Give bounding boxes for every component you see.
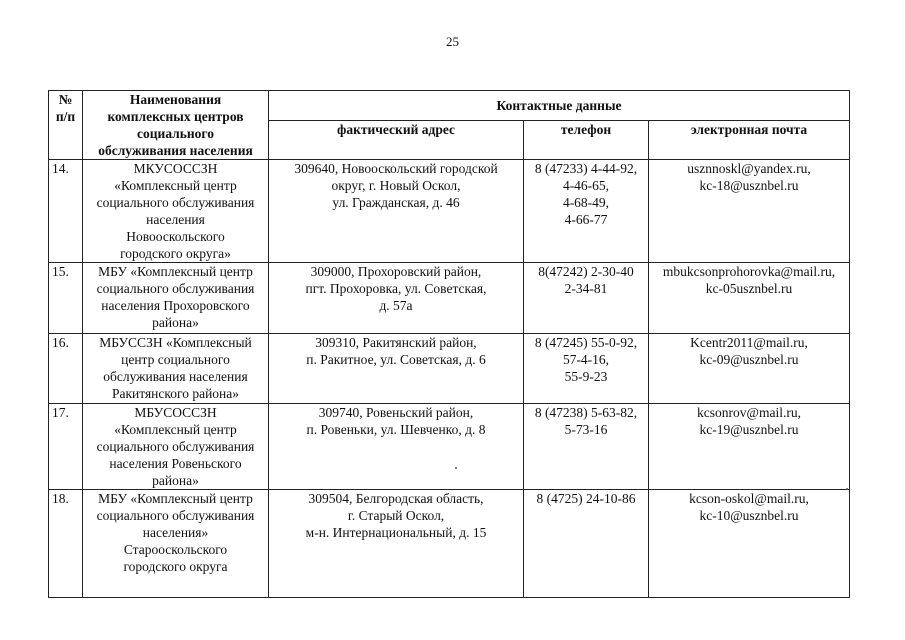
cell-email [649, 490, 850, 598]
name-line: социального обслуживания [96, 195, 255, 210]
cell-name [83, 490, 269, 598]
name-line: МБУССЗН «Комплексный [99, 334, 252, 350]
name-line: населения Ровеньского [109, 456, 242, 472]
address-line: 309640, Новооскольский городской [294, 161, 498, 176]
cell-name [83, 263, 269, 333]
name-line: обслуживания населения [103, 368, 248, 384]
name-line: района» [152, 315, 199, 331]
address-line: п. Ровеньки, ул. Шевченко, д. 8 [306, 422, 486, 438]
name-line: центр социального [121, 351, 230, 367]
address-line: 309740, Ровеньский район, [318, 405, 474, 421]
phone-line: 8 (47233) 4-44-92, [534, 161, 638, 176]
header-contacts: Контактные данные [269, 91, 850, 121]
address-line: ул. Гражданская, д. 46 [332, 195, 460, 210]
name-line: МБУСОССЗН [134, 405, 217, 421]
name-line: МБУ «Комплексный центр [98, 264, 253, 280]
header-num: № п/п [49, 91, 83, 160]
phone-line: 8 (47238) 5-63-82, [534, 405, 638, 421]
cell-name [83, 333, 269, 403]
phone-line: 8 (47245) 55-0-92, [534, 334, 638, 350]
email-line: kc-19@usznbel.ru [699, 422, 799, 438]
table-row [49, 490, 850, 598]
name-line: района» [152, 473, 199, 489]
scan-speck [846, 488, 848, 490]
contacts-table [48, 90, 850, 598]
address-line: м-н. Интернациональный, д. 15 [305, 525, 487, 541]
table-body [49, 160, 850, 598]
address-line: округ, г. Новый Оскол, [331, 178, 461, 193]
name-line: социального обслуживания [96, 439, 255, 455]
name-line: городского округа» [120, 246, 231, 261]
email-line: mbukcsonprohorovka@mail.ru, [662, 264, 836, 280]
address-line: г. Старый Оскол, [347, 508, 445, 524]
cell-phone [524, 263, 649, 333]
phone-line: 8 (4725) 24-10-86 [536, 491, 636, 507]
cell-num: 14. [49, 160, 83, 263]
name-line: социального обслуживания [96, 508, 255, 524]
header-phone: телефон [524, 121, 649, 160]
cell-num: 16. [49, 333, 83, 403]
cell-address [269, 404, 524, 490]
email-line: kcsonrov@mail.ru, [697, 405, 801, 421]
cell-email [649, 333, 850, 403]
cell-phone [524, 160, 649, 263]
cell-num: 15. [49, 263, 83, 333]
header-email: электронная почта [649, 121, 850, 160]
address-line: 309000, Прохоровский район, [310, 264, 482, 280]
phone-line: 4-66-77 [564, 212, 608, 227]
phone-line: 2-34-81 [564, 281, 608, 297]
cell-address [269, 263, 524, 333]
address-line: 309310, Ракитянский район, [315, 334, 477, 350]
email-line: Kcentr2011@mail.ru, [690, 334, 808, 350]
phone-line: 4-46-65, [562, 178, 610, 193]
cell-address [269, 160, 524, 263]
page-number: 25 [446, 34, 459, 49]
cell-email [649, 160, 850, 263]
cell-num: 17. [49, 404, 83, 490]
table-row [49, 160, 850, 263]
cell-address [269, 490, 524, 598]
email-line: kc-18@usznbel.ru [699, 178, 799, 193]
table-row [49, 263, 850, 333]
name-line: «Комплексный центр [114, 178, 237, 193]
table-row [49, 404, 850, 490]
name-line: Ракитянского района» [111, 385, 240, 401]
header-name: Наименования комплексных центров социального обслуживания населения [83, 91, 269, 160]
phone-line: 4-68-49, [562, 195, 610, 210]
address-line: пгт. Прохоровка, ул. Советская, [305, 281, 487, 297]
name-line: Старооскольского [123, 542, 228, 558]
email-line: kcson-oskol@mail.ru, [689, 491, 809, 507]
cell-phone [524, 404, 649, 490]
email-line: kc-05usznbel.ru [705, 281, 793, 297]
name-line: населения [146, 212, 205, 227]
address-line: п. Ракитное, ул. Советская, д. 6 [306, 351, 486, 367]
phone-line: 5-73-16 [564, 422, 608, 438]
header-address: фактический адрес [269, 121, 524, 160]
name-line: социального обслуживания [96, 281, 255, 297]
name-line: МБУ «Комплексный центр [98, 491, 253, 507]
address-line: 309504, Белгородская область, [308, 491, 484, 507]
scan-speck [455, 467, 457, 469]
phone-line: 57-4-16, [562, 351, 610, 367]
name-line: городского округа [123, 559, 228, 575]
name-line: «Комплексный центр [114, 422, 237, 438]
cell-address [269, 333, 524, 403]
name-line: населения» [142, 525, 209, 541]
email-line: kc-09@usznbel.ru [699, 351, 799, 367]
cell-num: 18. [49, 490, 83, 598]
cell-email [649, 263, 850, 333]
phone-line: 8(47242) 2-30-40 [538, 264, 634, 280]
cell-phone [524, 333, 649, 403]
name-line: населения Прохоровского [101, 298, 250, 314]
name-line: Новооскольского [126, 229, 225, 244]
phone-line: 55-9-23 [564, 368, 608, 384]
cell-email [649, 404, 850, 490]
address-line: д. 57а [379, 298, 413, 314]
cell-name [83, 404, 269, 490]
name-line: МКУСОССЗН [133, 161, 218, 176]
table-row [49, 333, 850, 403]
email-line: usznnoskl@yandex.ru, [687, 161, 811, 176]
email-line: kc-10@usznbel.ru [699, 508, 799, 524]
cell-phone [524, 490, 649, 598]
cell-name [83, 160, 269, 263]
